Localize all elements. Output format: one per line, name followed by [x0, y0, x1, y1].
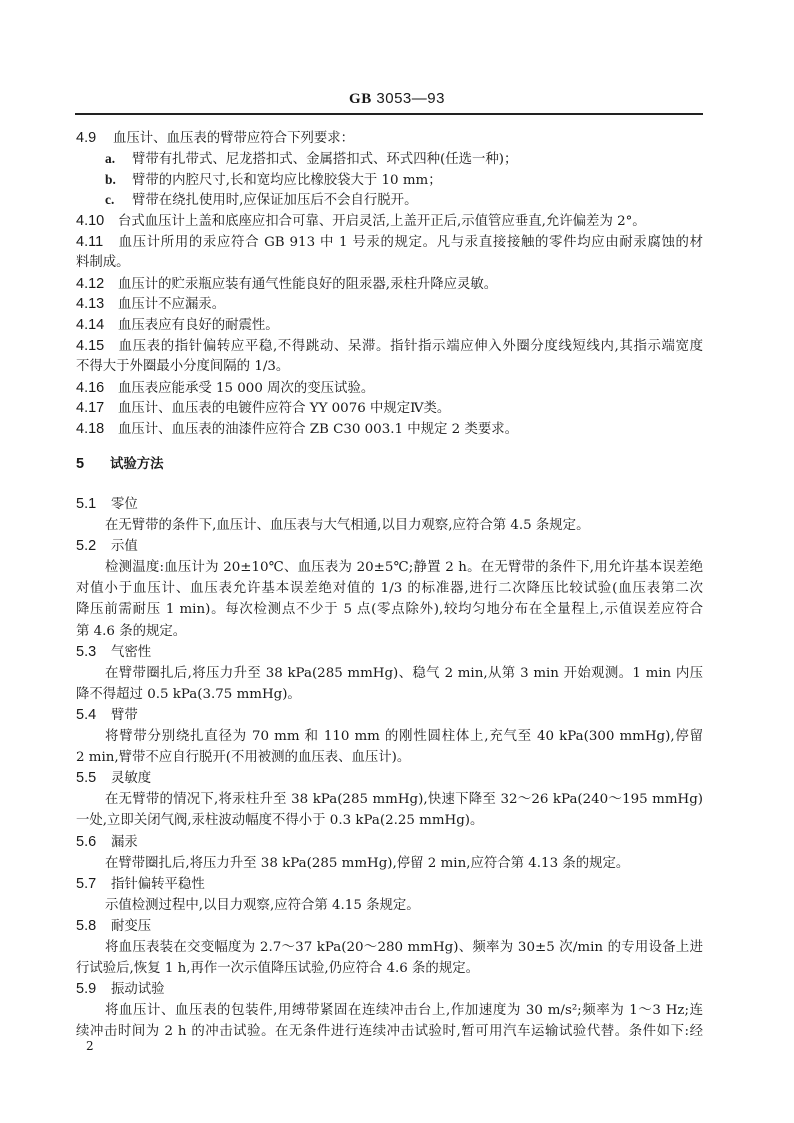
clause-text: 血压计的贮汞瓶应装有通气性能良好的阻汞器,汞柱升降应灵敏。 — [118, 276, 498, 292]
subsection-heading — [76, 874, 703, 895]
body-line: 续冲击时间为 2 h 的冲击试验。在无条件进行连续冲击试验时,暂可用汽车运输试验代替。条件如下:经 — [76, 1024, 703, 1040]
clause-number: 4.13 — [76, 296, 105, 313]
clause-text: 血压计、血压表的臂带应符合下列要求： — [113, 131, 355, 146]
clause-number: 4.16 — [76, 379, 105, 396]
subsection-heading — [76, 494, 703, 515]
sub-item — [76, 190, 703, 211]
clause-line — [76, 357, 703, 378]
section-number: 5 — [76, 456, 85, 472]
sub-item-label: c. — [105, 192, 115, 208]
header-rule — [75, 113, 703, 115]
sub-item — [76, 170, 703, 191]
subsection-number: 5.2 — [76, 538, 97, 555]
page-number: 2 — [86, 1039, 94, 1053]
body-line: 将血压表装在交变幅度为 2.7～37 kPa(20～280 mmHg)、频率为 30±5 次/min 的专用设备上进 — [105, 939, 703, 955]
clause-line — [76, 398, 703, 419]
subsection-heading — [76, 536, 703, 557]
clause-text: 血压计、血压表的油漆件应符合 ZB C30 003.1 中规定 2 类要求。 — [118, 422, 519, 438]
body-line: 示值检测过程中,以目力观察,应符合第 4.15 条规定。 — [105, 897, 420, 913]
standard-prefix: GB — [349, 91, 372, 107]
body-line: 对值小于血压计、血压表允许基本误差绝对值的 1/3 的标准器,进行二次降压比较试验(血压表第二次 — [76, 581, 703, 597]
subsection-title: 示值 — [111, 539, 138, 555]
body-line: 将血压计、血压表的包装件,用缚带紧固在连续冲击台上,作加速度为 30 m/s²;频率为 1～3 Hz;连 — [105, 1003, 703, 1019]
clause-text: 台式血压计上盖和底座应扣合可靠、开启灵活,上盖开正后,示值管应垂直,允许偏差为 2°。 — [118, 214, 646, 230]
subsection-title: 灵敏度 — [111, 771, 152, 787]
subsection-title: 气密性 — [111, 644, 152, 660]
sub-item-label: b. — [105, 171, 116, 187]
subsection-number: 5.3 — [76, 643, 97, 660]
clause-line — [76, 211, 703, 232]
clause-number: 4.17 — [76, 400, 105, 417]
subsection-heading — [76, 832, 703, 853]
subsection-number: 5.1 — [76, 496, 97, 512]
subsection-heading — [76, 979, 703, 1000]
clause-text: 血压计、血压表的电镀件应符合 YY 0076 中规定Ⅳ类。 — [118, 401, 451, 417]
clause-text: 血压表应有良好的耐震性。 — [118, 318, 279, 334]
subsection-heading — [76, 768, 703, 789]
subsection-number: 5.4 — [76, 706, 97, 723]
subsection-number: 5.6 — [76, 833, 97, 850]
section-title: 试验方法 — [110, 456, 164, 472]
body-line: 在臂带圈扎后,将压力升至 38 kPa(285 mmHg),停留 2 min,应符合第 4.13 条的规定。 — [105, 855, 630, 871]
clause-number: 4.12 — [76, 275, 105, 292]
clause-text: 血压计所用的汞应符合 GB 913 中 1 号汞的规定。凡与汞直接接触的零件均应由耐汞腐蚀的材 — [118, 234, 703, 250]
body-line: 降压前需耐压 1 min)。每次检测点不少于 5 点(零点除外),较均匀地分布在全量程上,示值误差应符合 — [76, 602, 703, 618]
subsection-title: 指针偏转平稳性 — [111, 876, 205, 892]
body-line: 2 min,臂带不应自行脱开(不用被测的血压表、血压计)。 — [76, 750, 411, 766]
body-line: 降不得超过 0.5 kPa(3.75 mmHg)。 — [76, 686, 301, 702]
subsection-number: 5.5 — [76, 770, 97, 787]
body-line: 行试验后,恢复 1 h,再作一次示值降压试验,仍应符合 4.6 条的规定。 — [76, 961, 479, 977]
section-heading — [76, 454, 703, 484]
subsection-number: 5.8 — [76, 917, 97, 934]
subsection-heading — [76, 916, 703, 937]
clause-text: 料制成。 — [76, 254, 130, 270]
clause-number: 4.14 — [76, 317, 105, 334]
body-line: 检测温度:血压计为 20±10℃、血压表为 20±5℃;静置 2 h。在无臂带的条件下,用允许基本误差绝 — [105, 560, 703, 576]
clause-number: 4.18 — [76, 421, 105, 438]
clause-text: 血压表的指针偏转应平稳,不得跳动、呆滞。指针指示端应伸入外圈分度线短线内,其指示端宽度 — [118, 338, 703, 354]
subsection-title: 零位 — [111, 497, 138, 512]
sub-item-label: a. — [105, 150, 116, 166]
section-5-test-methods — [76, 454, 703, 1042]
clause-text: 血压表应能承受 15 000 周次的变压试验。 — [118, 380, 375, 396]
subsection-title: 振动试验 — [111, 982, 165, 998]
body-line: 第 4.6 条的规定。 — [76, 623, 187, 639]
sub-item-text: 臂带在绕扎使用时,应保证加压后不会自行脱开。 — [132, 193, 418, 209]
subsection-heading — [76, 705, 703, 726]
clause-line — [76, 315, 703, 336]
body-line: 在臂带圈扎后,将压力升至 38 kPa(285 mmHg)、稳气 2 min,从第 3 min 开始观测。1 min 内压 — [105, 665, 703, 681]
standard-code: 3053—93 — [376, 90, 445, 107]
subsection-title: 漏汞 — [111, 834, 138, 850]
subsection-heading — [76, 642, 703, 663]
clause-line — [76, 419, 703, 440]
document-header — [0, 90, 794, 108]
clause-line — [76, 294, 703, 315]
body-line: 将臂带分别绕扎直径为 70 mm 和 110 mm 的刚性圆柱体上,充气至 40 kPa(300 mmHg),停留 — [105, 729, 703, 745]
clause-number: 4.9 — [76, 130, 97, 146]
clause-line — [76, 336, 703, 357]
clause-line — [76, 253, 703, 274]
clause-text: 血压计不应漏汞。 — [118, 297, 226, 313]
subsection-number: 5.9 — [76, 981, 97, 998]
clause-line — [76, 378, 703, 399]
clause-text: 不得大于外圈最小分度间隔的 1/3。 — [76, 358, 290, 374]
subsection-number: 5.7 — [76, 875, 97, 892]
clause-number: 4.15 — [76, 337, 105, 354]
subsection-title: 耐变压 — [111, 918, 152, 934]
clause-line — [76, 128, 703, 149]
sub-item-text: 臂带有扎带式、尼龙搭扣式、金属搭扣式、环式四种(任选一种)； — [132, 151, 518, 167]
clause-line — [76, 232, 703, 253]
section-4-requirements — [76, 128, 703, 440]
subsection-title: 臂带 — [111, 707, 138, 723]
body-line: 在无臂带的条件下,血压计、血压表与大气相通,以目力观察,应符合第 4.5 条规定。 — [105, 518, 590, 534]
clause-line — [76, 274, 703, 295]
clause-number: 4.10 — [76, 213, 105, 230]
sub-item-text: 臂带的内腔尺寸,长和宽均应比橡胶袋大于 10 mm； — [132, 172, 442, 188]
body-line: 在无臂带的情况下,将汞柱升至 38 kPa(285 mmHg),快速下降至 32～26 kPa(240～195 mmHg) — [105, 792, 703, 808]
clause-number: 4.11 — [76, 233, 104, 250]
body-line: 一处,立即关闭气阀,汞柱波动幅度不得小于 0.3 kPa(2.25 mmHg)。 — [76, 813, 484, 829]
sub-item — [76, 149, 703, 170]
